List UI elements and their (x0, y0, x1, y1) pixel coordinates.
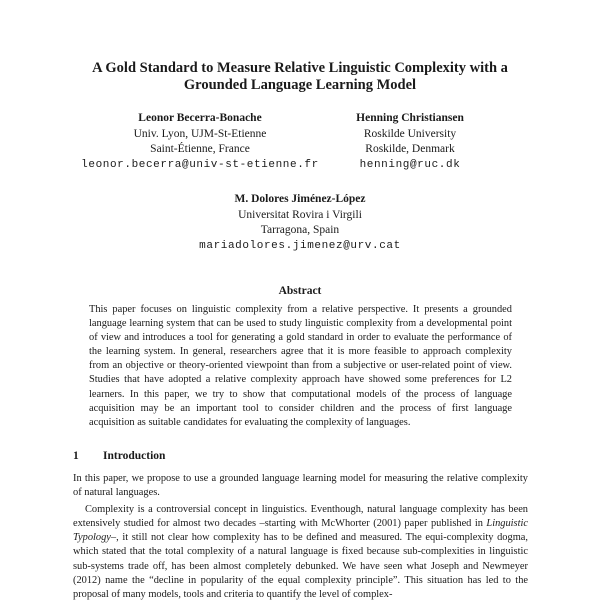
abstract-text: This paper focuses on linguistic complexity from a relative perspective. It presents a grounded language learning system that can be used to study linguistic complexity from a developmental point of view and introduces a tool for generating a gold standard in order to evaluate the performance of the learning system. In general, researchers agree that it is more feasible to approach complexity from an objective or theory-oriented viewpoint than from a subjective or user-related point of view. Studies that have adopted a relative complexity approach have showed some preferences for L2 learners. In this paper, we try to show that computational models of the process of language acquisition may be an important tool to consider children and the process of first language acquisition as suitable candidates for evaluating the complexity of languages. (89, 304, 512, 428)
author-email: mariadolores.jimenez@urv.cat (199, 239, 401, 252)
author-affiliation: Roskilde University (363, 127, 457, 140)
author-location: Roskilde, Denmark (365, 143, 455, 155)
author-block-3 (170, 192, 430, 254)
author-affiliation: Universitat Rovira i Virgili (238, 208, 362, 221)
abstract-heading: Abstract (278, 285, 322, 297)
intro-paragraph-2-start: Complexity is a controversial concept in linguistics. Eventhough, natural language complexity has been extensively studied for almost two decades –starting with McWhorter (2001) paper published in (73, 504, 528, 530)
section-title: Introduction (103, 450, 166, 462)
author-block-1 (70, 111, 330, 173)
intro-paragraph-1: In this paper, we propose to use a grounded language learning model for measuring the relative complexity of natural languages. (73, 473, 528, 499)
section-heading (73, 450, 165, 462)
author-name: Henning Christiansen (356, 112, 464, 124)
section-number: 1 (73, 450, 79, 462)
author-location: Tarragona, Spain (260, 224, 340, 236)
author-affiliation: Univ. Lyon, UJM-St-Etienne (133, 127, 267, 140)
intro-paragraph-2 (73, 503, 528, 602)
author-email: leonor.becerra@univ-st-etienne.fr (81, 158, 319, 171)
author-block-2 (310, 111, 510, 173)
section-body (73, 472, 528, 602)
intro-paragraph-2-rest: –, it still not clear how complexity has to be defined and measured. The equi-complexity dogma, which stated that the total complexity of a natural language is fixed because sub-complexities in linguistic sub-systems trade off, has been almost completely debunked. We have seen what Joseph and Newmeyer (2012) name the “decline in popularity of the equal complexity principle”. This situation has led to the proposal of many models, tools and criteria to quantify the level of complex- (73, 532, 528, 600)
author-name: M. Dolores Jiménez-López (234, 193, 366, 205)
journal-name: Linguistic Typology (73, 518, 528, 544)
title-line-2: Grounded Language Learning Model (183, 77, 417, 93)
author-location: Saint-Étienne, France (150, 143, 250, 155)
author-name: Leonor Becerra-Bonache (138, 112, 262, 124)
author-email: henning@ruc.dk (359, 158, 461, 171)
paper-title (60, 60, 540, 94)
title-line-1: A Gold Standard to Measure Relative Linguistic Complexity with a (92, 60, 508, 76)
